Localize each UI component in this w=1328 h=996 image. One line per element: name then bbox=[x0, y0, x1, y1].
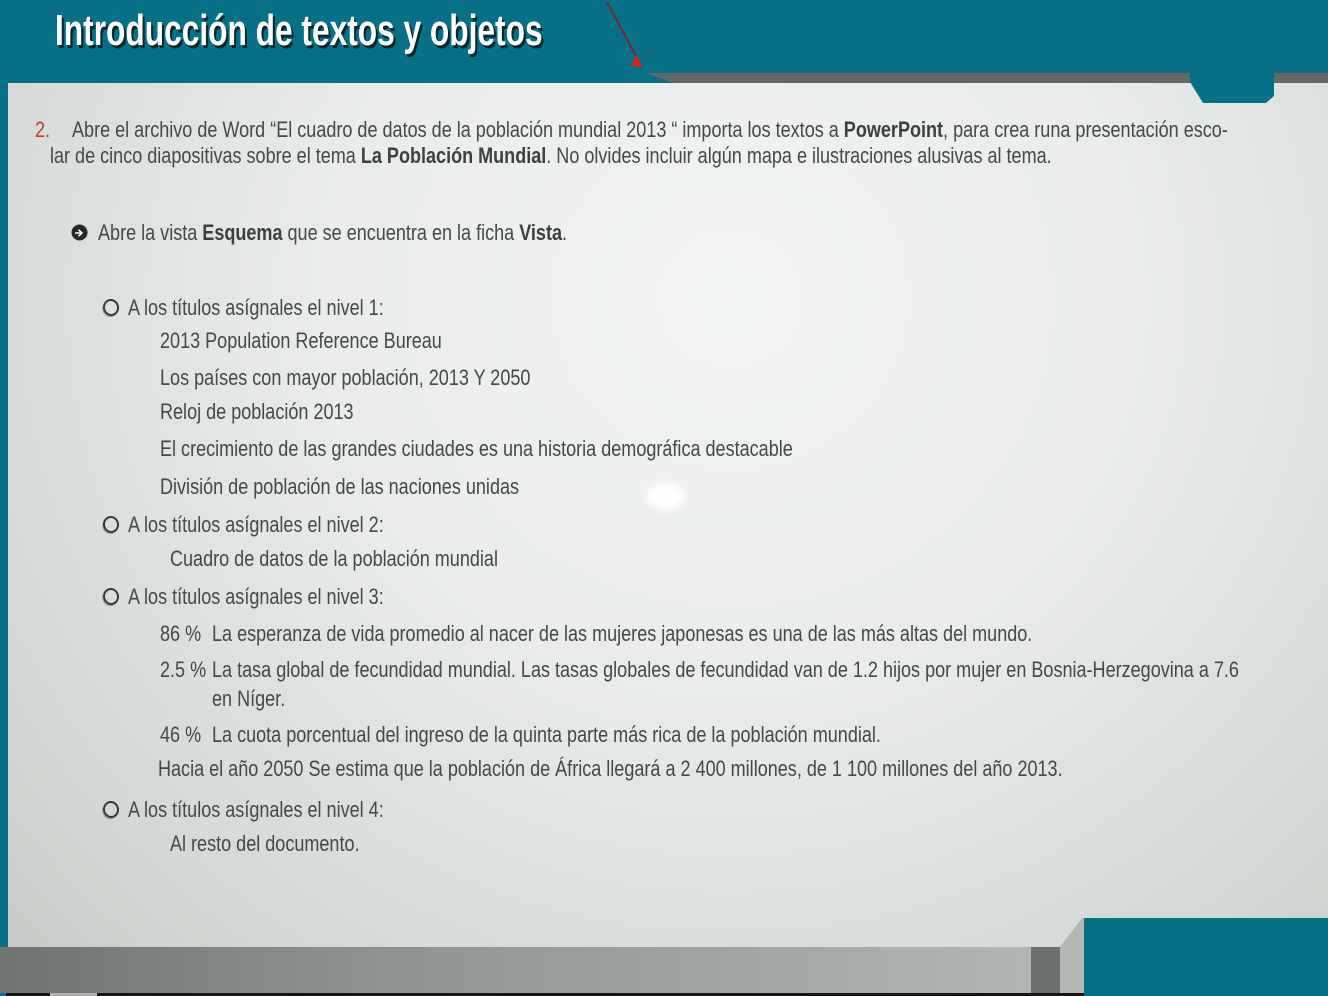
intro-line-1 bbox=[72, 117, 1228, 143]
stat-value: 86 % bbox=[160, 621, 202, 646]
section-2-label: A los títulos asígnales el nivel 2: bbox=[128, 512, 384, 537]
outline-item: Los países con mayor población, 2013 Y 2050 bbox=[160, 365, 531, 390]
bottom-dark-bar bbox=[1031, 947, 1060, 993]
page-title: Introducción de textos y objetos bbox=[55, 6, 543, 55]
section-1-label: A los títulos asígnales el nivel 1: bbox=[128, 295, 384, 320]
circle-bullet-icon bbox=[101, 298, 120, 318]
action-bold-esquema: Esquema bbox=[202, 220, 283, 245]
intro-text: , para crea runa presentación esco- bbox=[943, 117, 1228, 142]
intro-bold-powerpoint: PowerPoint bbox=[843, 117, 944, 142]
section-3-label: A los títulos asígnales el nivel 3: bbox=[128, 584, 384, 609]
stat-description-wrap: en Níger. bbox=[212, 686, 286, 711]
intro-bold-poblacion-mundial: La Población Mundial bbox=[360, 143, 547, 168]
intro-line-2 bbox=[50, 143, 1052, 169]
stat-description: La esperanza de vida promedio al nacer de las mujeres japonesas es una de las más altas del mundo. bbox=[212, 621, 1033, 646]
stat-description: La tasa global de fecundidad mundial. Las tasas globales de fecundidad van de 1.2 hijos por mujer en Bosnia-Herzegovina a 7.6 bbox=[212, 657, 1239, 682]
stat-description: La cuota porcentual del ingreso de la quinta parte más rica de la población mundial. bbox=[212, 722, 881, 747]
stat-value: 46 % bbox=[160, 722, 202, 747]
circle-bullet-icon bbox=[101, 587, 120, 607]
action-text: que se encuentra en la ficha bbox=[282, 220, 520, 245]
left-edge-strip bbox=[0, 0, 8, 996]
red-pointer-icon bbox=[596, 0, 656, 80]
bottom-light-bar bbox=[1060, 918, 1084, 993]
outline-item: Al resto del documento. bbox=[170, 831, 360, 856]
action-line bbox=[98, 220, 567, 246]
circle-bullet-icon bbox=[101, 800, 120, 820]
outline-item: Reloj de población 2013 bbox=[160, 399, 354, 424]
bottom-gradient-band bbox=[0, 947, 1084, 993]
white-glow-dot bbox=[646, 483, 684, 510]
action-bold-vista: Vista bbox=[519, 220, 562, 245]
outline-item: Cuadro de datos de la población mundial bbox=[170, 546, 498, 571]
action-text: . bbox=[561, 220, 568, 245]
outline-item: El crecimiento de las grandes ciudades es una historia demográfica destacable bbox=[160, 436, 793, 461]
outline-item: Hacia el año 2050 Se estima que la población de África llegará a 2 400 millones, de 1 100 millones del año 2013. bbox=[158, 756, 1063, 781]
arrow-bullet-icon bbox=[71, 224, 88, 241]
intro-text: Abre el archivo de Word “El cuadro de datos de la población mundial 2013 “ importa los textos a bbox=[72, 117, 844, 142]
intro-text: lar de cinco diapositivas sobre el tema bbox=[50, 143, 361, 168]
section-4-label: A los títulos asígnales el nivel 4: bbox=[128, 797, 384, 822]
step-number: 2. bbox=[35, 117, 51, 142]
outline-item: División de población de las naciones unidas bbox=[160, 474, 520, 499]
action-text: Abre la vista bbox=[98, 220, 203, 245]
outline-item: 2013 Population Reference Bureau bbox=[160, 328, 442, 353]
circle-bullet-icon bbox=[101, 515, 120, 535]
stat-value: 2.5 % bbox=[160, 657, 207, 682]
bottom-right-teal-block bbox=[1084, 918, 1328, 996]
intro-text: . No olvides incluir algún mapa e ilustraciones alusivas al tema. bbox=[546, 143, 1052, 168]
